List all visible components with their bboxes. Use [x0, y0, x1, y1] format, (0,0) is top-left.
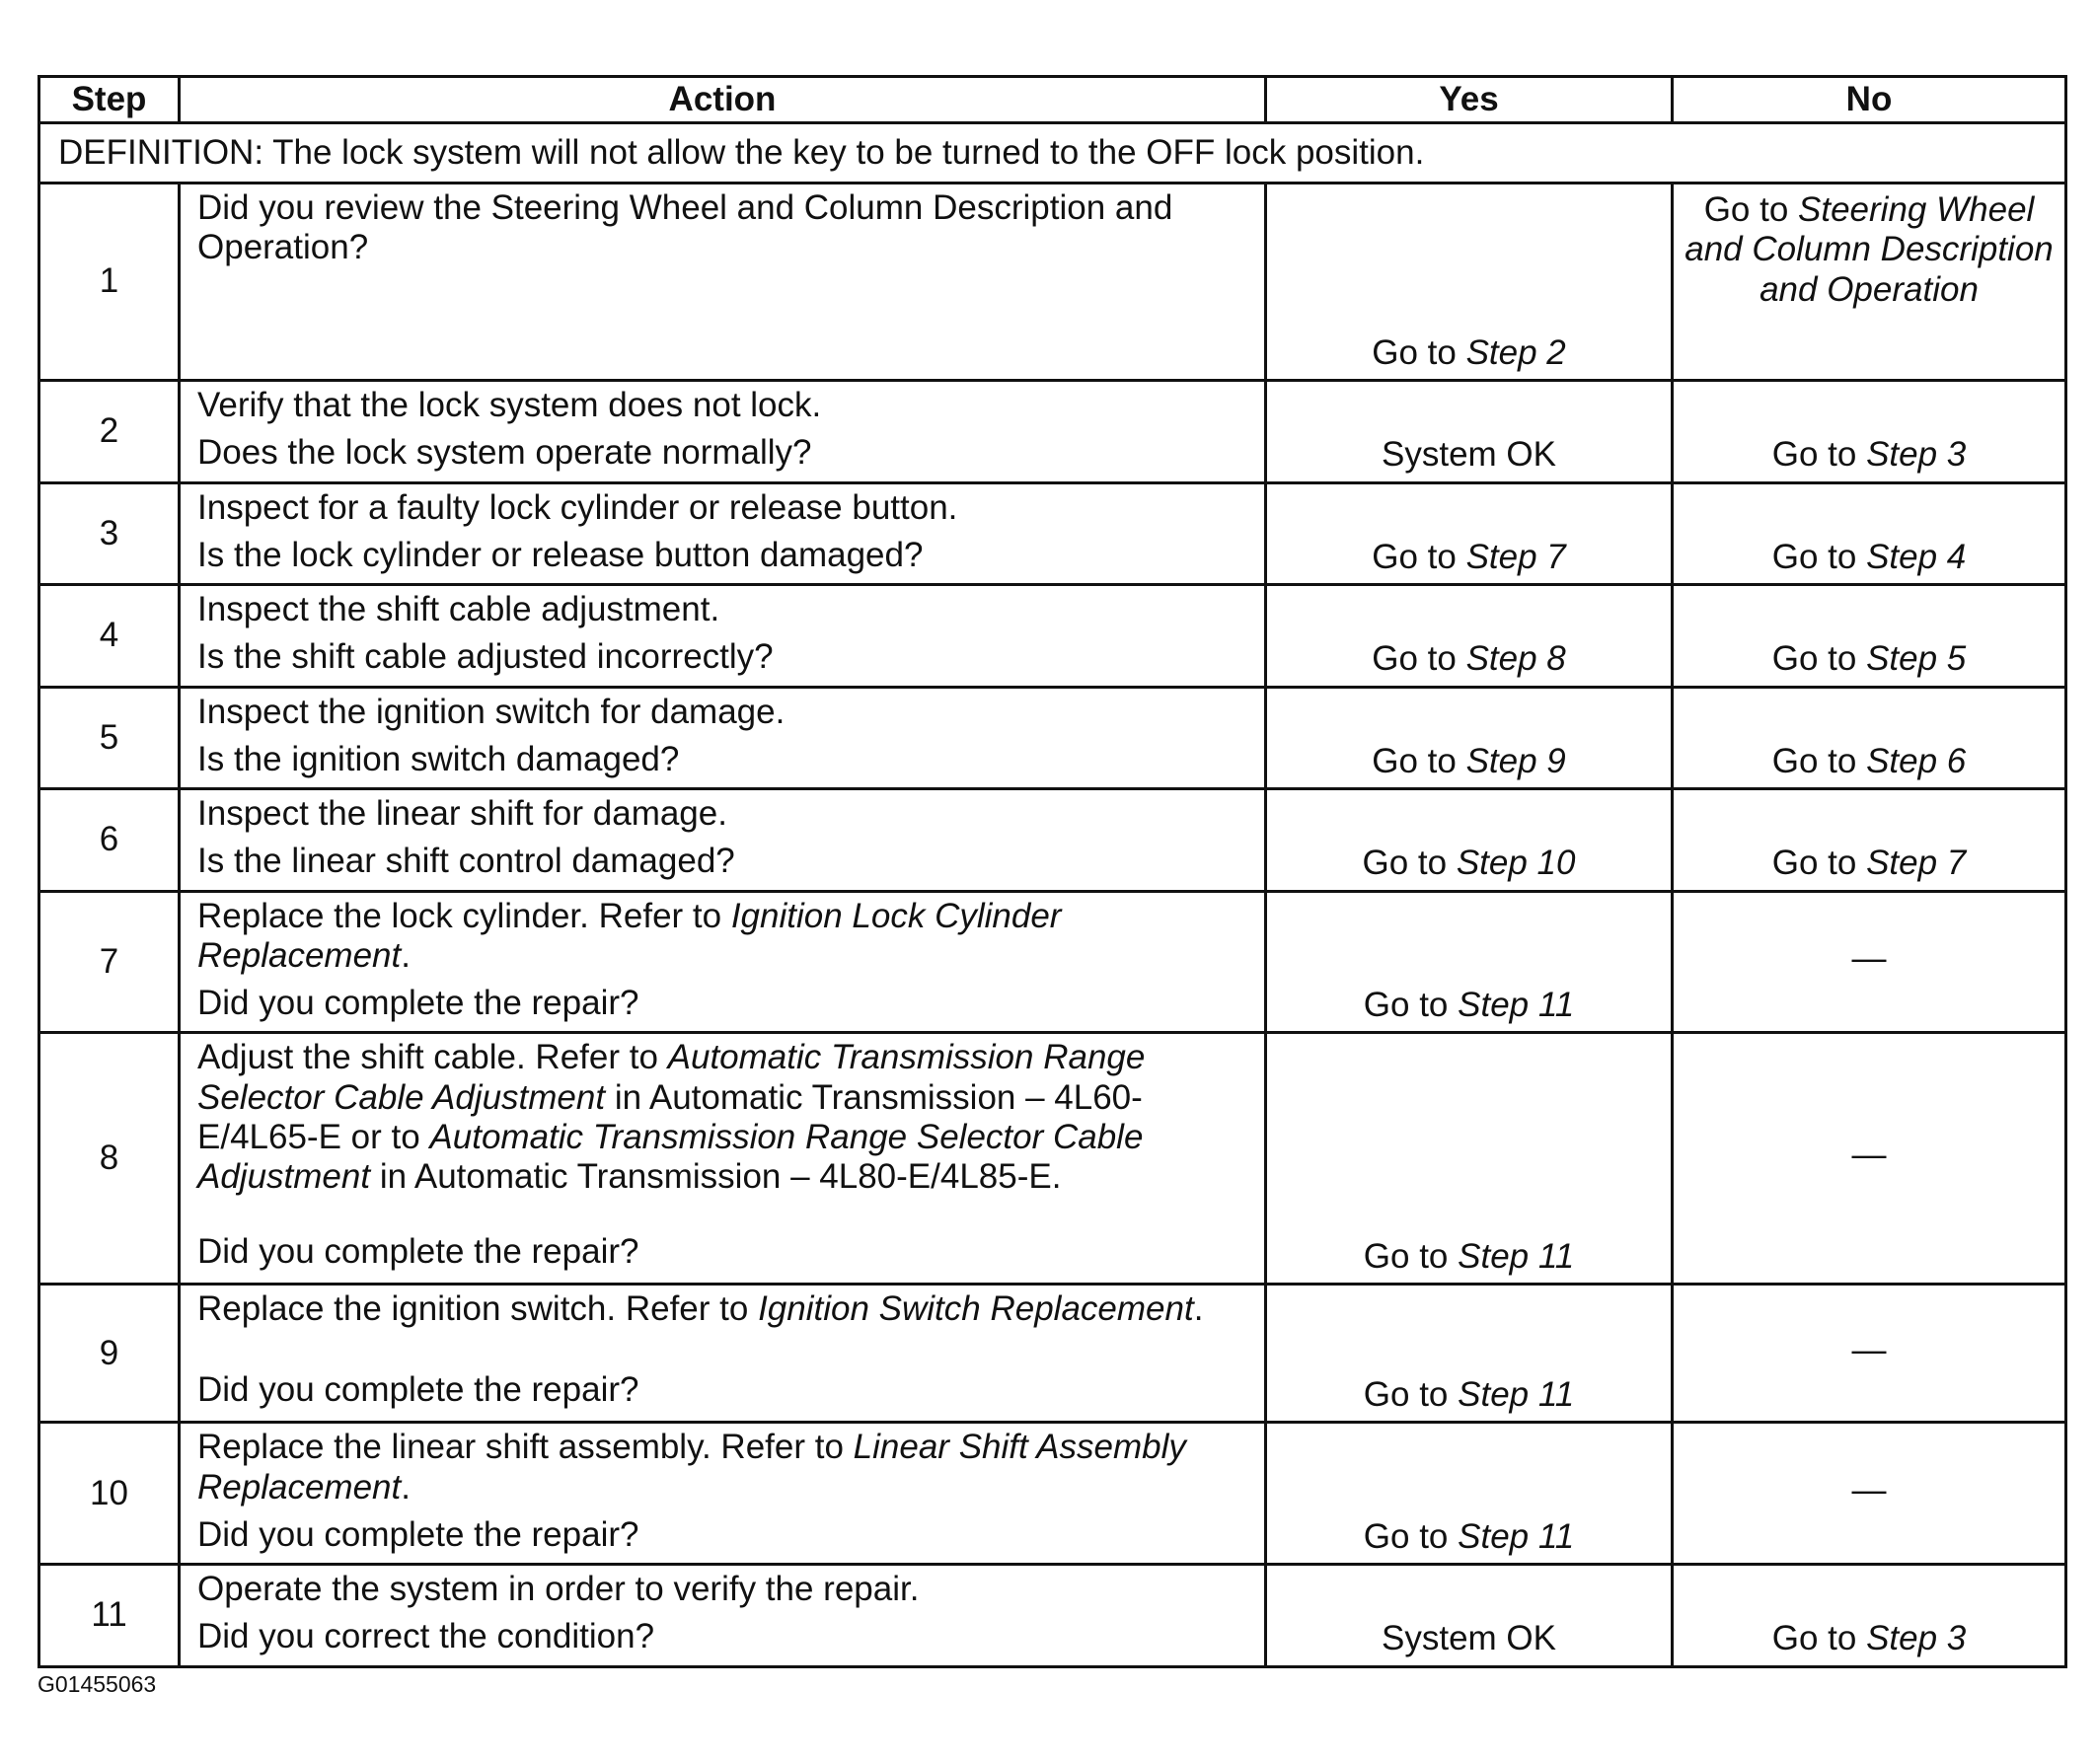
- action-instruction: [197, 484, 1254, 528]
- header-no: No: [1673, 77, 2066, 123]
- table-row: [39, 585, 2066, 688]
- yes-text: Go to: [1372, 741, 1466, 780]
- no-step-link[interactable]: Step 6: [1866, 741, 1967, 780]
- yes-cell: [1266, 381, 1673, 483]
- action-question: Is the lock cylinder or release button damaged?: [197, 535, 924, 574]
- yes-text: System OK: [1382, 1619, 1556, 1658]
- action-cell: [180, 1565, 1266, 1667]
- no-text: Go to: [1703, 190, 1799, 229]
- header-row: [39, 77, 2066, 123]
- yes-text: Go to: [1372, 639, 1466, 679]
- step-number: 10: [39, 1423, 180, 1565]
- no-cell: [1673, 891, 2066, 1033]
- no-text: Go to: [1771, 1619, 1867, 1658]
- no-text: Go to: [1771, 741, 1867, 780]
- yes-cell: [1266, 687, 1673, 789]
- no-dash: —: [1851, 1470, 1887, 1509]
- no-cell: [1673, 1423, 2066, 1565]
- no-cell: [1673, 789, 2066, 892]
- yes-text: Go to: [1372, 332, 1466, 372]
- reference-link[interactable]: Ignition Switch Replacement: [758, 1289, 1194, 1329]
- no-step-link[interactable]: Step 5: [1866, 639, 1967, 679]
- no-step-link[interactable]: Steering Wheel and Column Description and Operation: [1684, 190, 2054, 309]
- yes-text: Go to: [1362, 844, 1457, 883]
- action-cell: [180, 1285, 1266, 1423]
- yes-step-link[interactable]: Step 9: [1465, 741, 1566, 780]
- header-action: Action: [180, 77, 1266, 123]
- step-number: 3: [39, 482, 180, 585]
- no-dash: —: [1851, 1330, 1887, 1369]
- yes-cell: [1266, 789, 1673, 892]
- header-step: Step: [39, 77, 180, 123]
- action-text: Verify that the lock system does not lock.: [197, 386, 822, 424]
- action-text: Inspect the shift cable adjustment.: [197, 590, 720, 628]
- yes-text: Go to: [1372, 537, 1466, 576]
- table-row: [39, 1423, 2066, 1565]
- header-yes: Yes: [1266, 77, 1673, 123]
- action-cell: [180, 585, 1266, 688]
- no-cell: [1673, 687, 2066, 789]
- action-question: Is the linear shift control damaged?: [197, 842, 735, 881]
- action-text: .: [401, 935, 411, 975]
- table-row: [39, 1565, 2066, 1667]
- step-number: 8: [39, 1033, 180, 1285]
- action-question: Did you complete the repair?: [197, 1232, 639, 1271]
- action-cell: [180, 891, 1266, 1033]
- yes-text: System OK: [1382, 435, 1556, 475]
- action-cell: [180, 381, 1266, 483]
- action-cell: [180, 789, 1266, 892]
- no-text: Go to: [1771, 844, 1867, 883]
- action-cell: [180, 184, 1266, 381]
- no-cell: [1673, 184, 2066, 381]
- yes-step-link[interactable]: Step 11: [1458, 986, 1575, 1024]
- step-number: 2: [39, 381, 180, 483]
- step-number: 1: [39, 184, 180, 381]
- no-step-link[interactable]: Step 3: [1866, 435, 1967, 475]
- table-row: [39, 1285, 2066, 1423]
- action-instruction: [197, 184, 1254, 268]
- action-question: Did you complete the repair?: [197, 984, 639, 1022]
- no-text: Go to: [1771, 537, 1867, 576]
- action-text: Inspect the ignition switch for damage.: [197, 692, 786, 731]
- step-number: 11: [39, 1565, 180, 1667]
- definition-text: DEFINITION: The lock system will not allow the key to be turned to the OFF lock position.: [39, 123, 2066, 184]
- action-text: Replace the lock cylinder. Refer to: [197, 896, 731, 935]
- action-text: Replace the linear shift assembly. Refer to: [197, 1428, 854, 1467]
- no-cell: [1673, 1285, 2066, 1423]
- table-body: [39, 123, 2066, 1667]
- action-instruction: [197, 790, 1254, 834]
- action-instruction: [197, 893, 1254, 977]
- yes-text: Go to: [1363, 1516, 1459, 1556]
- action-text: .: [1193, 1289, 1204, 1329]
- action-text: in Automatic Transmission – 4L60-E/4L65-E or to: [197, 1077, 1143, 1156]
- yes-cell: [1266, 1423, 1673, 1565]
- action-text: Operate the system in order to verify the repair.: [197, 1570, 920, 1608]
- no-text: Go to: [1771, 435, 1867, 475]
- no-dash: —: [1851, 938, 1887, 978]
- step-number: 7: [39, 891, 180, 1033]
- table-row: [39, 891, 2066, 1033]
- yes-cell: [1266, 585, 1673, 688]
- action-instruction: [197, 1286, 1254, 1329]
- yes-text: Go to: [1363, 986, 1459, 1024]
- no-cell: [1673, 1033, 2066, 1285]
- table-row: [39, 482, 2066, 585]
- reference-link[interactable]: Automatic Transmission Range Selector Cable Adjustment: [197, 1117, 1144, 1196]
- no-cell: [1673, 1565, 2066, 1667]
- yes-step-link[interactable]: Step 8: [1465, 639, 1566, 679]
- action-cell: [180, 482, 1266, 585]
- action-text: Replace the ignition switch. Refer to: [197, 1289, 759, 1329]
- yes-step-link[interactable]: Step 2: [1465, 332, 1566, 372]
- reference-link[interactable]: Ignition Lock Cylinder Replacement: [197, 896, 1062, 975]
- action-text: Did you review the Steering Wheel and Column Description and Operation?: [197, 188, 1173, 267]
- action-question: Is the shift cable adjusted incorrectly?: [197, 637, 774, 677]
- yes-cell: [1266, 891, 1673, 1033]
- yes-step-link[interactable]: Step 11: [1458, 1516, 1575, 1556]
- action-question: Did you correct the condition?: [197, 1617, 655, 1656]
- step-number: 6: [39, 789, 180, 892]
- no-cell: [1673, 381, 2066, 483]
- action-instruction: [197, 1424, 1254, 1507]
- action-instruction: [197, 586, 1254, 629]
- table-row: [39, 1033, 2066, 1285]
- action-cell: [180, 1423, 1266, 1565]
- no-cell: [1673, 585, 2066, 688]
- yes-cell: [1266, 1033, 1673, 1285]
- action-question: Did you complete the repair?: [197, 1514, 639, 1554]
- yes-step-link[interactable]: Step 7: [1465, 537, 1566, 576]
- table-row: [39, 687, 2066, 789]
- no-dash: —: [1851, 1136, 1887, 1175]
- action-text: .: [401, 1467, 411, 1507]
- no-step-link[interactable]: Step 7: [1866, 844, 1967, 883]
- yes-step-link[interactable]: Step 11: [1458, 1237, 1575, 1276]
- no-text: Go to: [1771, 639, 1867, 679]
- diagnostic-table: [37, 75, 2067, 1668]
- reference-link[interactable]: Linear Shift Assembly Replacement: [197, 1428, 1186, 1507]
- no-step-link[interactable]: Step 3: [1866, 1619, 1967, 1658]
- action-instruction: [197, 1034, 1254, 1197]
- table-row: [39, 184, 2066, 381]
- no-step-link[interactable]: Step 4: [1866, 537, 1967, 576]
- yes-step-link[interactable]: Step 11: [1458, 1375, 1575, 1414]
- figure-id: G01455063: [37, 1671, 157, 1697]
- step-number: 9: [39, 1285, 180, 1423]
- yes-cell: [1266, 1565, 1673, 1667]
- yes-cell: [1266, 184, 1673, 381]
- action-text: Inspect for a faulty lock cylinder or release button.: [197, 487, 958, 527]
- action-question: Does the lock system operate normally?: [197, 433, 812, 473]
- yes-text: Go to: [1363, 1237, 1459, 1276]
- yes-step-link[interactable]: Step 10: [1456, 844, 1576, 883]
- step-number: 5: [39, 687, 180, 789]
- step-number: 4: [39, 585, 180, 688]
- action-cell: [180, 1033, 1266, 1285]
- action-text: Inspect the linear shift for damage.: [197, 794, 727, 833]
- yes-text: Go to: [1363, 1375, 1459, 1414]
- no-cell: [1673, 482, 2066, 585]
- action-instruction: [197, 382, 1254, 425]
- table-row: [39, 381, 2066, 483]
- yes-cell: [1266, 1285, 1673, 1423]
- table-row: [39, 789, 2066, 892]
- action-cell: [180, 687, 1266, 789]
- action-question: Did you complete the repair?: [197, 1370, 639, 1409]
- action-instruction: [197, 1566, 1254, 1609]
- yes-cell: [1266, 482, 1673, 585]
- definition-row: [39, 123, 2066, 184]
- reference-link[interactable]: Automatic Transmission Range Selector Cable Adjustment: [197, 1038, 1146, 1117]
- action-text: Adjust the shift cable. Refer to: [197, 1038, 668, 1077]
- action-instruction: [197, 689, 1254, 732]
- action-text: in Automatic Transmission – 4L80-E/4L85-E.: [370, 1157, 1062, 1196]
- action-question: Is the ignition switch damaged?: [197, 739, 680, 778]
